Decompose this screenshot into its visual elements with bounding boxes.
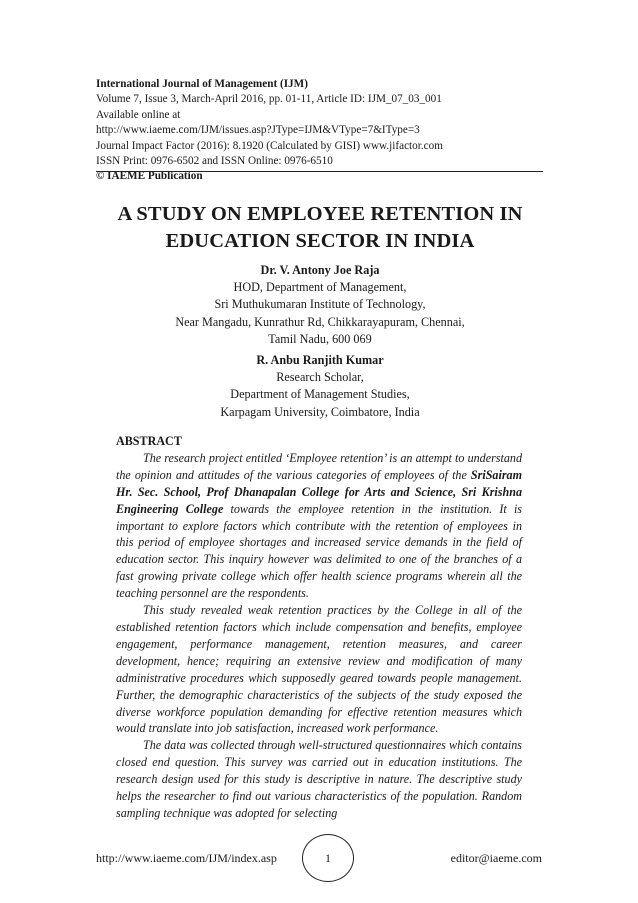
affiliation-line: Tamil Nadu, 600 069	[268, 331, 372, 346]
author-block	[120, 262, 520, 348]
abstract-text: The research project entitled ‘Employee retention’ is an attempt to understand the opinion and attitudes of the various categories of employees of the	[116, 450, 522, 482]
abstract-section	[116, 433, 522, 822]
journal-name: International Journal of Management (IJM)	[96, 78, 308, 90]
abstract-paragraph	[116, 450, 522, 602]
affiliation-line: Near Mangadu, Kunrathur Rd, Chikkarayapuram, Chennai,	[175, 314, 465, 329]
author-name: Dr. V. Antony Joe Raja	[260, 263, 380, 277]
footer-email[interactable]: editor@iaeme.com	[450, 851, 542, 865]
page-number: 1	[302, 834, 354, 882]
affiliation-line: HOD, Department of Management,	[233, 280, 407, 295]
volume-line: Volume 7, Issue 3, March-April 2016, pp. 01-11, Article ID: IJM_07_03_001	[96, 93, 442, 106]
header-divider	[96, 171, 543, 172]
author-block	[120, 352, 520, 421]
impact-factor: Journal Impact Factor (2016): 8.1920 (Calculated by GISI) www.jifactor.com	[96, 139, 443, 152]
title-line-1: A STUDY ON EMPLOYEE RETENTION IN	[117, 203, 523, 225]
journal-header	[96, 77, 546, 185]
abstract-paragraph: This study revealed weak retention practices by the College in all of the established retention factors which include compensation and benefits, employee engagement, performance management, retention measures, and career development, hence; requiring an extensive review and modification of many administrative procedures which supposedly geared towards people management. Further, the demographic characteristics of the subjects of the study exposed the diverse workforce population demanding for effective retention measures which would translate into job satisfaction, increased work performance.	[116, 603, 522, 736]
abstract-paragraph: The data was collected through well-structured questionnaires which contains closed end question. This survey was carried out in education institutions. The research design used for this study is descriptive in nature. The descriptive study helps the researcher to find out various characteristics of the population. Random sampling technique was adopted for selecting	[116, 738, 522, 820]
institution-names: SriSairam Hr. Sec. School, Prof Dhanapalan College for Arts and Science, Sri Krishna Engineering College	[116, 467, 522, 516]
author-name: R. Anbu Ranjith Kumar	[256, 353, 384, 367]
affiliation-line: Karpagam University, Coimbatore, India	[220, 404, 420, 419]
publisher: © IAEME Publication	[96, 170, 203, 183]
affiliation-line: Sri Muthukumaran Institute of Technology,	[214, 297, 426, 312]
abstract-text: towards the employee retention in the institution. It is important to explore factors which contribute with the retention of employees in this period of employee shortages and increased service demands in the field of education sector. This inquiry however was delimited to one of the branches of a fast growing private college which offer health science programs wherein all the teaching personnel are the respondents.	[116, 501, 523, 601]
title-line-2: EDUCATION SECTOR IN INDIA	[165, 230, 475, 252]
abstract-heading: ABSTRACT	[116, 434, 182, 448]
issue-url[interactable]: http://www.iaeme.com/IJM/issues.asp?JType=IJM&VType=7&IType=3	[96, 124, 420, 137]
available-online: Available online at	[96, 108, 181, 121]
paper-title	[70, 201, 570, 255]
footer-url[interactable]: http://www.iaeme.com/IJM/index.asp	[96, 851, 277, 865]
affiliation-line: Research Scholar,	[276, 370, 364, 385]
affiliation-line: Department of Management Studies,	[230, 387, 410, 402]
issn: ISSN Print: 0976-6502 and ISSN Online: 0976-6510	[96, 155, 333, 168]
